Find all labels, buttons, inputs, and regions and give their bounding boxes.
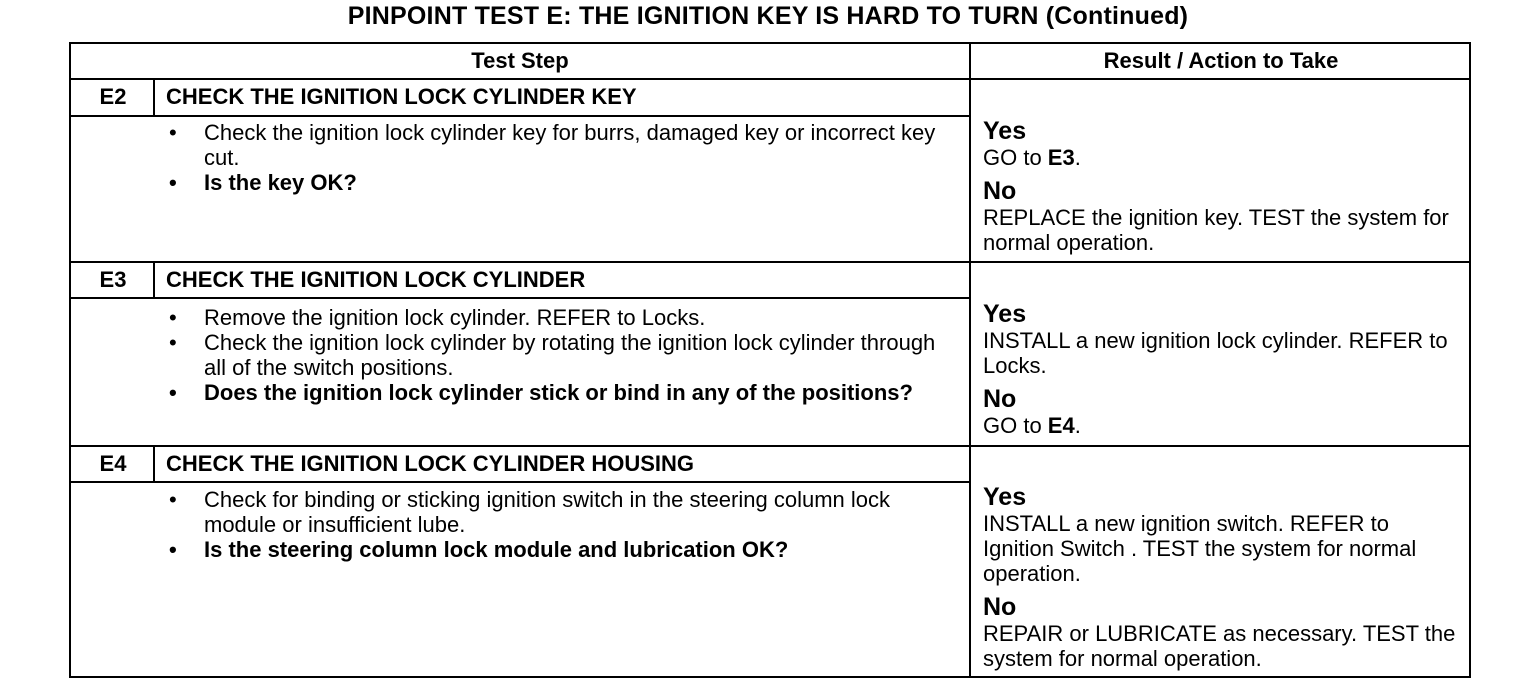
yes-action: INSTALL a new ignition lock cylinder. REFER to Locks. (983, 328, 1448, 378)
header-test-step: Test Step (471, 48, 569, 73)
step-bullets (166, 120, 956, 195)
step-link: E3 (1047, 145, 1075, 170)
e4-title-divider (71, 481, 969, 483)
step-result (983, 300, 1465, 445)
step-bullets (166, 305, 956, 405)
step-bullets (166, 487, 956, 562)
step-bullet: • Check the ignition lock cylinder key for burrs, damaged key or incorrect key cut. (166, 120, 956, 170)
step-bullet: • Check for binding or sticking ignition switch in the steering column lock module or insufficient lube. (166, 487, 956, 537)
step-title: CHECK THE IGNITION LOCK CYLINDER (166, 267, 586, 292)
no-action: REPAIR or LUBRICATE as necessary. TEST the system for normal operation. (983, 621, 1456, 671)
yes-label: Yes (983, 117, 1027, 145)
step-id: E3 (99, 267, 127, 292)
no-action: REPLACE the ignition key. TEST the system for normal operation. (983, 205, 1449, 255)
page-title: PINPOINT TEST E: THE IGNITION KEY IS HARD TO TURN (Continued) (347, 2, 1189, 30)
header-result: Result / Action to Take (1103, 48, 1339, 73)
pinpoint-test-table (69, 42, 1471, 678)
step-question: • Is the steering column lock module and lubrication OK? (166, 537, 956, 562)
column-divider (969, 44, 971, 678)
no-label: No (983, 593, 1017, 621)
no-action: GO to E4. (983, 413, 1081, 438)
e2-title-divider (71, 115, 969, 117)
yes-action: INSTALL a new ignition switch. REFER to Ignition Switch . TEST the system for normal operation. (983, 511, 1417, 586)
step-title: CHECK THE IGNITION LOCK CYLINDER HOUSING (166, 451, 695, 476)
step-question: • Does the ignition lock cylinder stick or bind in any of the positions? (166, 380, 956, 405)
step-result (983, 483, 1465, 678)
step-link: E4 (1047, 413, 1075, 438)
step-bullet: • Check the ignition lock cylinder by rotating the ignition lock cylinder through all of the switch positions. (166, 330, 956, 380)
step-bullet: • Remove the ignition lock cylinder. REFER to Locks. (166, 305, 956, 330)
step-title: CHECK THE IGNITION LOCK CYLINDER KEY (166, 84, 637, 109)
step-id: E2 (99, 84, 127, 109)
step-result (983, 117, 1465, 262)
e3-title-divider (71, 297, 969, 299)
yes-label: Yes (983, 300, 1027, 328)
yes-label: Yes (983, 483, 1027, 511)
step-id: E4 (99, 451, 127, 476)
no-label: No (983, 385, 1017, 413)
yes-action: GO to E3. (983, 145, 1081, 170)
no-label: No (983, 177, 1017, 205)
step-question: • Is the key OK? (166, 170, 956, 195)
